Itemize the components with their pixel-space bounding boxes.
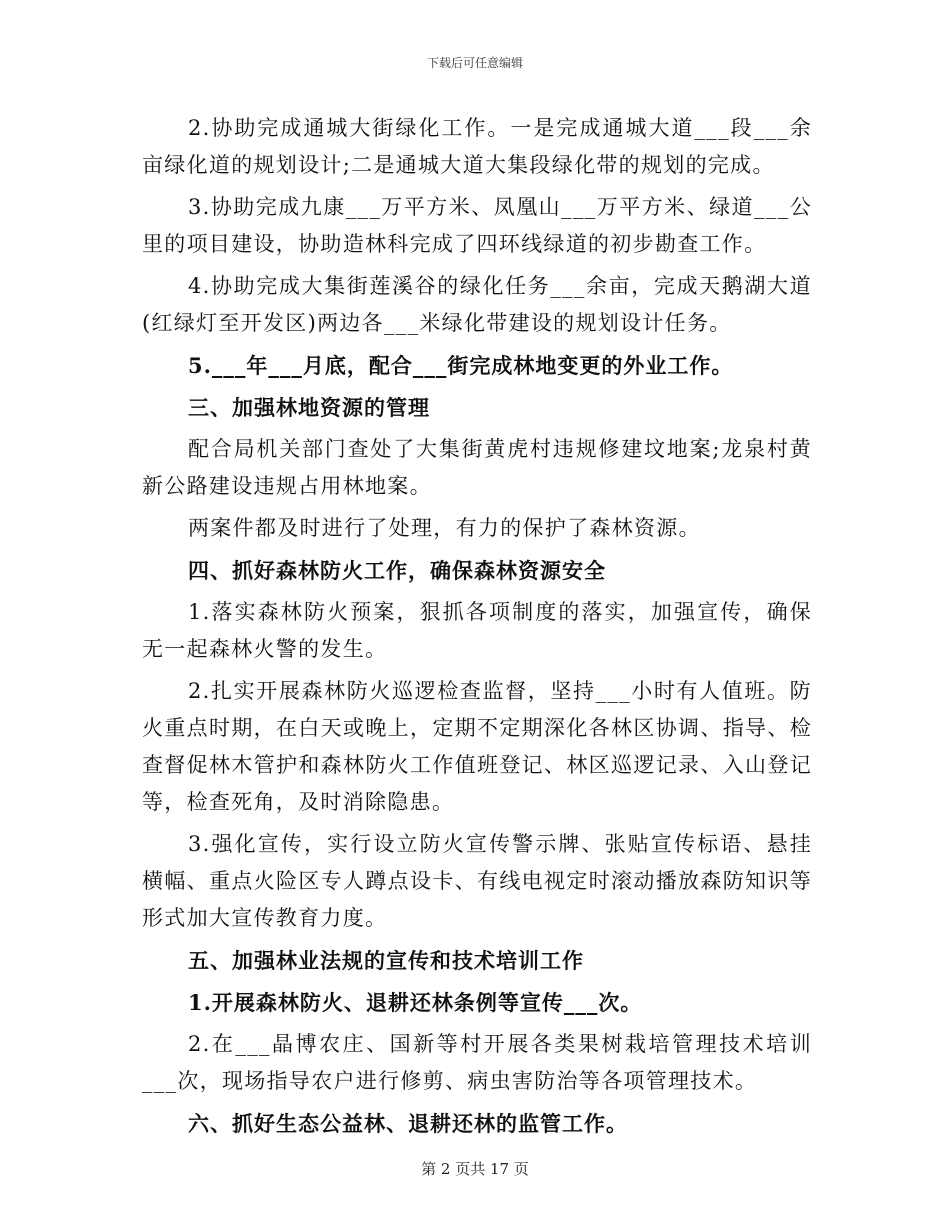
section-heading: 六、抓好生态公益林、退耕还林的监管工作。 xyxy=(188,1111,628,1136)
paragraph: 1.落实森林防火预案，狠抓各项制度的落实，加强宣传，确保无一起森林火警的发生。 xyxy=(142,600,812,661)
page-header: 下载后可任意编辑 xyxy=(426,56,523,70)
section-heading: 五、加强林业法规的宣传和技术培训工作 xyxy=(188,948,584,973)
paragraph: 配合局机关部门查处了大集街黄虎村违规修建坟地案;龙泉村黄新公路建设违规占用林地案。 xyxy=(142,437,812,498)
paragraph: 1.开展森林防火、退耕还林条例等宣传___次。 xyxy=(188,990,643,1015)
paragraph: 2.协助完成通城大街绿化工作。一是完成通城大道___段___余亩绿化道的规划设计;二是通城大道大集段绿化带的规划的完成。 xyxy=(142,116,812,177)
paragraph: 2.扎实开展森林防火巡逻检查监督，坚持___小时有人值班。防火重点时期，在白天或晚上，定期不定期深化各林区协调、指导、检查督促林木管护和森林防火工作值班登记、林区巡逻记录、入山登记等，检查死角，及时消除隐患。 xyxy=(142,679,812,814)
paragraph: 3.协助完成九康___万平方米、凤凰山___万平方米、绿道___公里的项目建设，协助造林科完成了四环线绿道的初步勘查工作。 xyxy=(142,195,812,256)
section-heading: 四、抓好森林防火工作，确保森林资源安全 xyxy=(188,558,606,583)
paragraph: 5.___年___月底，配合___街完成林地变更的外业工作。 xyxy=(188,353,734,378)
paragraph: 3.强化宣传，实行设立防火宣传警示牌、张贴宣传标语、悬挂横幅、重点火险区专人蹲点设卡、有线电视定时滚动播放森防知识等形式加大宣传教育力度。 xyxy=(142,832,812,930)
section-heading: 三、加强林地资源的管理 xyxy=(188,395,430,420)
paragraph: 4.协助完成大集街莲溪谷的绿化任务___余亩，完成天鹅湖大道(红绿灯至开发区)两边各___米绿化带建设的规划设计任务。 xyxy=(142,274,812,335)
paragraph: 两案件都及时进行了处理，有力的保护了森林资源。 xyxy=(188,516,701,540)
page-footer: 第 2 页共 17 页 xyxy=(421,1160,529,1178)
document-body xyxy=(142,110,812,1147)
paragraph: 2.在___晶博农庄、国新等村开展各类果树栽培管理技术培训___次，现场指导农户进行修剪、病虫害防治等各项管理技术。 xyxy=(142,1032,812,1093)
